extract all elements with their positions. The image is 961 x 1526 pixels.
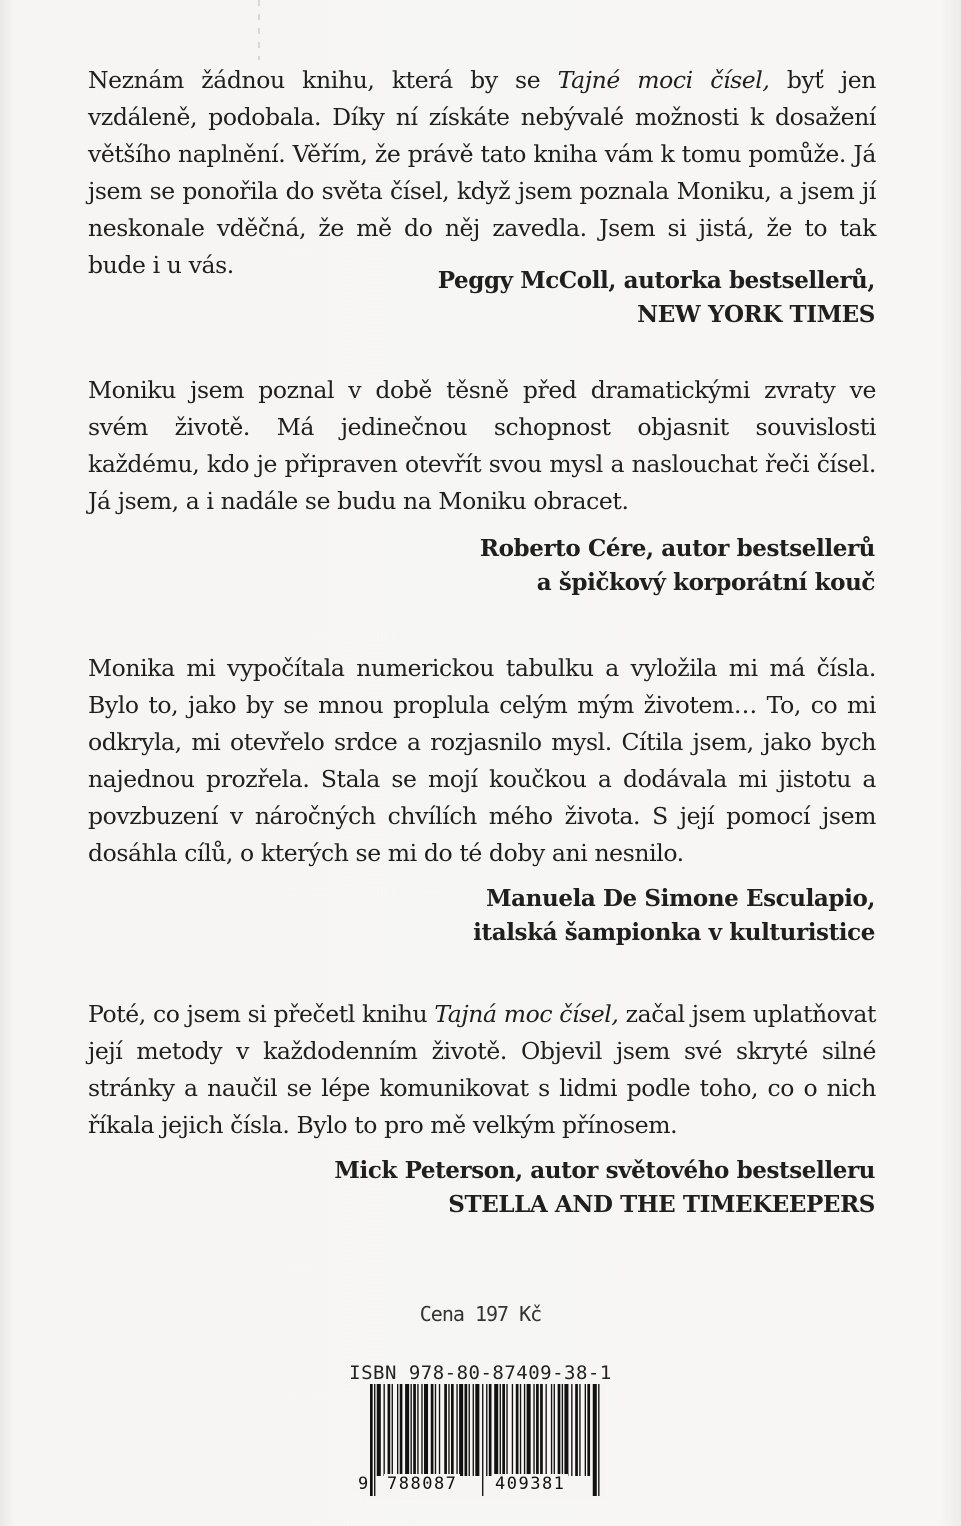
barcode-digits-left: 788087: [384, 1474, 460, 1494]
barcode-bar: [431, 1384, 434, 1476]
barcode-bar: [546, 1384, 547, 1476]
barcode-bar: [551, 1384, 552, 1476]
barcode-bar: [520, 1384, 521, 1476]
review-author-2: [235, 532, 875, 600]
barcode-bar: [417, 1384, 418, 1476]
quote-1-text-start: Neznám žádnou knihu, která by se: [88, 66, 558, 94]
barcode-bar: [587, 1384, 590, 1476]
author-3-name: Manuela De Simone Esculapio,: [486, 885, 875, 912]
barcode-bar: [524, 1384, 525, 1476]
barcode-bar: [469, 1384, 470, 1476]
quote-1-text-end: byť jen vzdáleně, podobala. Díky ní získáte nebývalé možnosti k dosažení většího naplnění. Věřím, že právě tato kniha vám k tomu pomůže. Já jsem se ponořila do světa čísel, když jsem poznala Moniku, a jsem jí neskonale vděčná, že mě do něj zavedla. Jsem si jistá, že to tak bude i u vás.: [88, 66, 876, 279]
review-author-1: [235, 264, 875, 332]
review-quote-2: [88, 372, 876, 520]
barcode-bar: [397, 1384, 398, 1476]
barcode-digit-first: 9: [358, 1474, 369, 1494]
barcode-bar: [435, 1384, 436, 1476]
barcode-digits: [358, 1474, 606, 1502]
barcode-bar: [377, 1384, 381, 1476]
barcode-bar: [533, 1384, 534, 1476]
author-2-credential: a špičkový korporátní kouč: [536, 569, 875, 596]
barcode-bar: [459, 1384, 463, 1476]
barcode-bar: [388, 1384, 391, 1476]
barcode-bar: [540, 1384, 543, 1476]
barcode-bar: [536, 1384, 539, 1476]
barcode-bar: [571, 1384, 572, 1476]
barcode-bar: [512, 1384, 513, 1476]
barcode-bar: [424, 1384, 428, 1476]
barcode-bar: [585, 1384, 586, 1476]
review-author-3: [235, 882, 875, 950]
barcode-bar: [516, 1384, 519, 1476]
barcode-bar: [400, 1384, 403, 1476]
author-4-credential: STELLA AND THE TIMEKEEPERS: [448, 1191, 875, 1218]
isbn-label: ISBN 978-80-87409-38-1: [349, 1362, 612, 1384]
barcode-bar: [554, 1384, 555, 1476]
barcode-bar: [562, 1384, 563, 1476]
barcode-bar: [527, 1384, 531, 1476]
quote-4-text-end: začal jsem uplatňovat její metody v každodenním životě. Objevil jsem své skryté silné stránky a naučil se lépe komunikovat s lidmi podle toho, co o nich říkala jejich čísla. Bylo to pro mě velkým přínosem.: [88, 1000, 877, 1139]
barcode-bar: [506, 1384, 507, 1476]
review-quote-1: [88, 62, 876, 284]
quote-2-text: Moniku jsem poznal v době těsně před dramatickými zvraty ve svém životě. Má jedinečnou schopnost objasnit souvislosti každému, kdo je připraven otevřít svou mysl a naslouchat řeči čísel. Já jsem, a i nadále se budu na Moniku obracet.: [88, 376, 876, 515]
barcode-bar: [451, 1384, 454, 1476]
barcode-bar: [502, 1384, 505, 1476]
price-label: Cena 197 Kč: [419, 1302, 542, 1326]
author-4-name: Mick Peterson, autor světového bestselleru: [334, 1157, 875, 1184]
barcode-bar: [439, 1384, 440, 1476]
barcode-bar: [413, 1384, 416, 1476]
barcode-bar: [475, 1384, 479, 1476]
barcode-bar: [392, 1384, 393, 1476]
barcode-bar: [558, 1384, 561, 1476]
barcode-bar: [486, 1384, 487, 1476]
author-1-name: Peggy McColl, autorka bestsellerů,: [437, 267, 875, 294]
barcode-bar: [456, 1384, 457, 1476]
barcode-digits-right: 409381: [492, 1474, 568, 1494]
barcode-bar: [421, 1384, 422, 1476]
cover-crease-mark: [258, 0, 260, 60]
barcode-bar: [575, 1384, 578, 1476]
barcode-bar: [489, 1384, 492, 1476]
barcode-bar: [500, 1384, 501, 1476]
quote-3-text: Monika mi vypočítala numerickou tabulku a vyložila mi má čísla. Bylo to, jako by se mnou proplula celým mým životem… To, co mi odkryla, mi otevřelo srdce a rozjasnilo mysl. Cítila jsem, jako bych najednou prozřela. Stala se mojí koučkou a dodávala mi jistotu a povzbuzení v náročných chvílích mého života. S její pomocí jsem dosáhla cílů, o kterých se mi do té doby ani nesnilo.: [88, 654, 876, 867]
barcode-bar: [448, 1384, 449, 1476]
barcode-bar: [564, 1384, 568, 1476]
review-quote-4: [88, 996, 876, 1144]
author-1-credential: NEW YORK TIMES: [637, 301, 875, 328]
quote-4-text-start: Poté, co jsem si přečetl knihu: [88, 1000, 435, 1028]
barcode-bar: [494, 1384, 498, 1476]
barcode-bar: [473, 1384, 474, 1476]
review-author-4: [235, 1154, 875, 1222]
author-2-name: Roberto Cére, autor bestsellerů: [479, 535, 875, 562]
barcode-bar: [465, 1384, 468, 1476]
barcode-bar: [444, 1384, 447, 1476]
quote-1-book-title: Tajné moci čísel,: [557, 66, 770, 94]
barcode-bar: [411, 1384, 412, 1476]
author-3-credential: italská šampionka v kulturistice: [473, 919, 875, 946]
barcode-bar: [579, 1384, 580, 1476]
review-quote-3: [88, 650, 876, 872]
barcode-bar: [405, 1384, 409, 1476]
barcode-bar: [384, 1384, 385, 1476]
quote-4-book-title: Tajná moc čísel,: [434, 1000, 619, 1028]
